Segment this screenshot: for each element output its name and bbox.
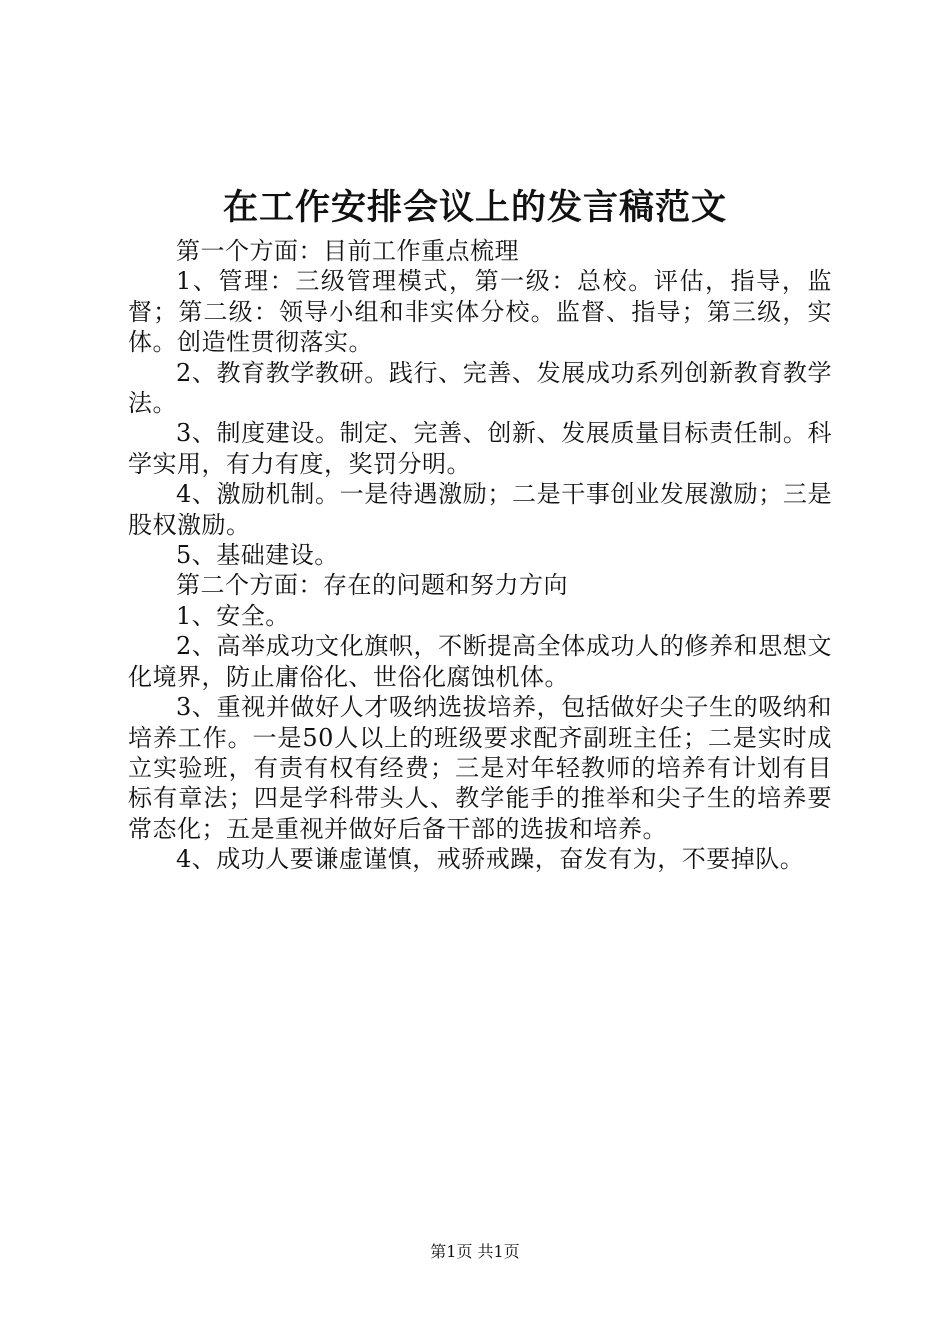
document-body bbox=[128, 236, 832, 875]
paragraph-incentive: 4、激励机制。一是待遇激励；二是干事创业发展激励；三是股权激励。 bbox=[128, 480, 832, 539]
paragraph-system: 3、制度建设。制定、完善、创新、发展质量目标责任制。科学实用，有力有度，奖罚分明。 bbox=[128, 419, 832, 478]
paragraph-infrastructure: 5、基础建设。 bbox=[176, 541, 339, 570]
paragraph-attitude: 4、成功人要谦虚谨慎，戒骄戒躁，奋发有为，不要掉队。 bbox=[176, 845, 805, 874]
paragraph-talent: 3、重视并做好人才吸纳选拔培养，包括做好尖子生的吸纳和培养工作。一是50人以上的班级要求配齐副班主任；二是实时成立实验班，有责有权有经费；三是对年轻教师的培养有计划有目标有章法；四是学科带头人、教学能手的推举和尖子生的培养要常态化；五是重视并做好后备干部的选拔和培养。 bbox=[128, 693, 832, 843]
page-footer: 第1页 共1页 bbox=[430, 1242, 520, 1261]
section-heading-2: 第二个方面：存在的问题和努力方向 bbox=[176, 571, 568, 600]
paragraph-culture: 2、高举成功文化旗帜，不断提高全体成功人的修养和思想文化境界，防止庸俗化、世俗化腐蚀机体。 bbox=[128, 632, 832, 691]
paragraph-safety: 1、安全。 bbox=[176, 601, 290, 630]
section-heading-1: 第一个方面：目前工作重点梳理 bbox=[176, 237, 519, 265]
paragraph-teaching: 2、教育教学教研。践行、完善、发展成功系列创新教育教学法。 bbox=[128, 358, 832, 418]
document-title: 在工作安排会议上的发言稿范文 bbox=[222, 187, 727, 228]
paragraph-management: 1、管理：三级管理模式，第一级：总校。评估，指导，监督；第二级：领导小组和非实体分校。监督、指导；第三级，实体。创造性贯彻落实。 bbox=[128, 267, 832, 357]
